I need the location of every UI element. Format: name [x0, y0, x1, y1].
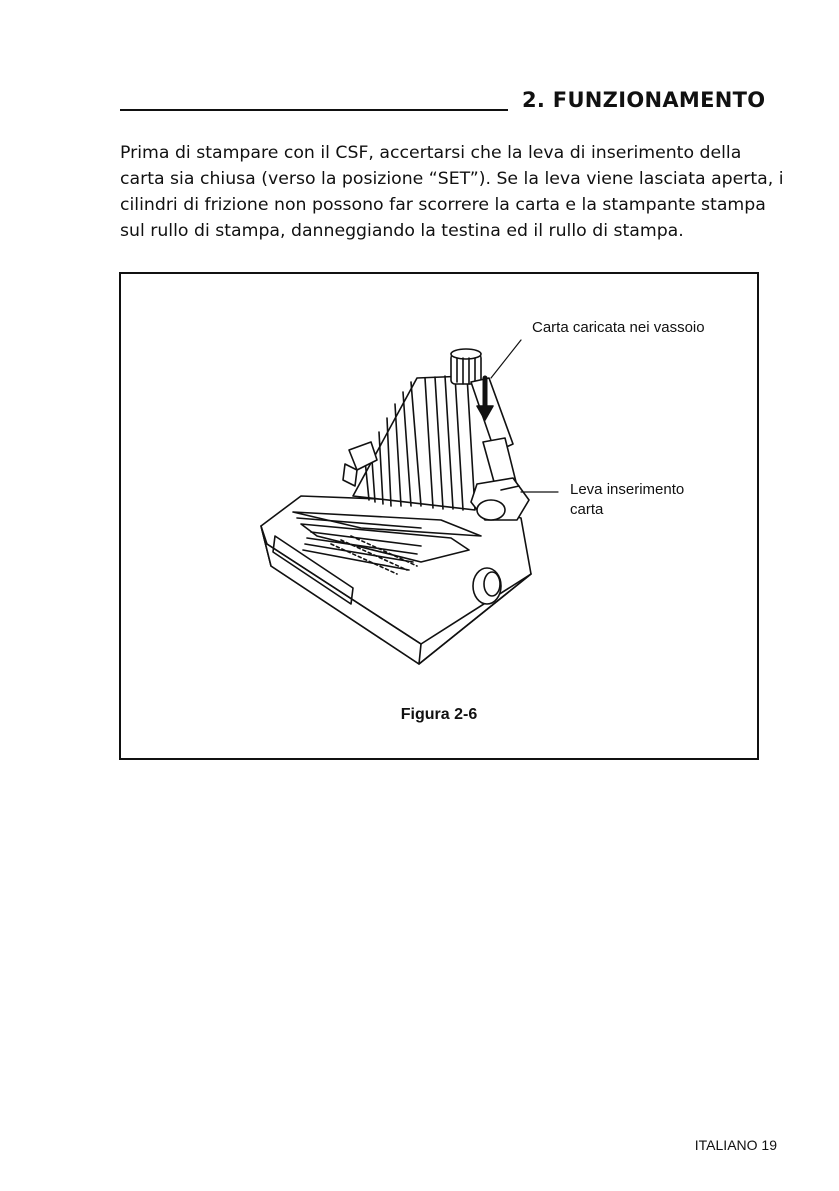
callout-lever-label: Leva inserimento carta [570, 481, 685, 518]
sheet-feeder [343, 349, 529, 520]
body-line: Prima di stampare con il CSF, accertarsi che la leva di inserimento della [120, 143, 742, 163]
figure-frame [119, 272, 759, 760]
leader-line-paper [491, 340, 521, 378]
body-line: carta sia chiusa (verso la posizione “SET”). Se la leva viene lasciata aperta, i [120, 169, 784, 189]
callout-paper-label: Carta caricata nei vassoio [532, 319, 705, 336]
header-rule [120, 109, 508, 111]
figure-caption: Figura 2-6 [400, 706, 478, 723]
page-number: ITALIANO 19 [694, 1137, 777, 1153]
body-line: sul rullo di stampa, danneggiando la testina ed il rullo di stampa. [120, 221, 684, 241]
body-line: cilindri di frizione non possono far scorrere la carta e la stampante stampa [120, 195, 766, 215]
section-title: 2. FUNZIONAMENTO [522, 88, 766, 112]
printer-body [261, 496, 531, 664]
body-paragraph [120, 140, 784, 244]
